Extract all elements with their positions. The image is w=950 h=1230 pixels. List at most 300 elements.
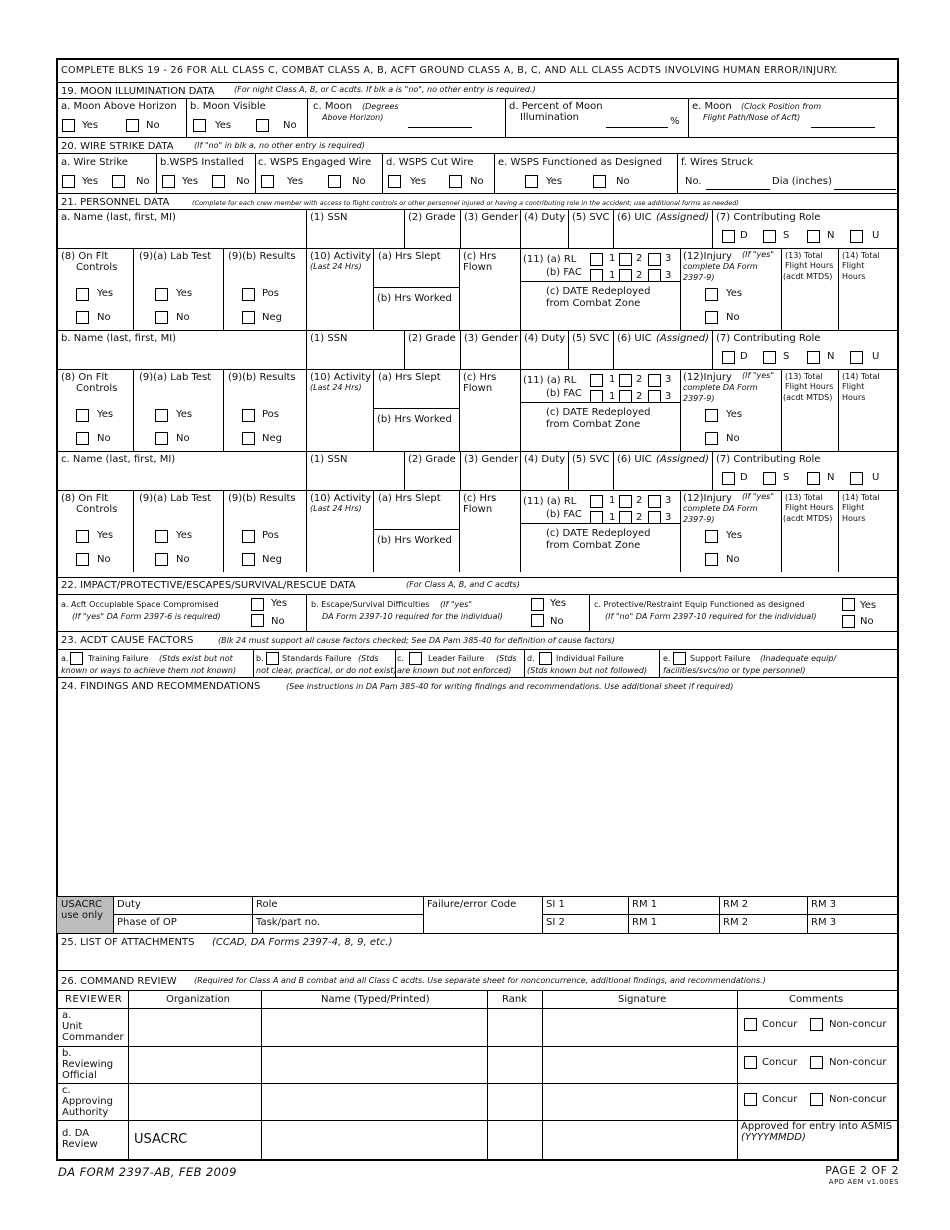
person-c-rl-2-checkbox[interactable]	[619, 495, 632, 508]
person-b-hrs-slept-label: (a) Hrs Slept	[378, 372, 441, 383]
yes-label: Yes	[82, 176, 99, 187]
person-a-onflt-yes-checkbox[interactable]	[76, 288, 89, 301]
yes-label: Yes	[271, 598, 288, 609]
si1-label: SI 1	[546, 899, 565, 910]
person-b-fac-1-label: 1	[609, 391, 616, 402]
person-b-labtest-label: (9)(a) Lab Test	[139, 372, 212, 383]
si2-label: SI 2	[546, 917, 565, 928]
person-b-labtest-yes-checkbox[interactable]	[155, 409, 168, 422]
person-c-labtest-no-checkbox[interactable]	[155, 553, 168, 566]
person-a-role-u-checkbox[interactable]	[850, 230, 863, 243]
person-c-tfh-label2: Flight Hours	[785, 503, 834, 512]
person-c-pos-label: Pos	[262, 530, 280, 541]
moon-percent-field[interactable]	[606, 127, 668, 128]
space-compromised-yes-checkbox[interactable]	[251, 598, 264, 611]
moon-degrees-field[interactable]	[408, 127, 472, 128]
yes-label: Yes	[550, 598, 567, 609]
wires-number-field[interactable]	[706, 189, 770, 190]
review-row-2-concur-label: Concur	[762, 1094, 798, 1105]
wsps-cut-yes-checkbox[interactable]	[388, 175, 401, 188]
person-b-role-n-checkbox[interactable]	[807, 351, 820, 364]
person-c-ssn-label: (1) SSN	[310, 454, 348, 465]
person-c-contrib-label: (7) Contributing Role	[716, 454, 821, 465]
factor-c-letter: c.	[397, 654, 404, 663]
wires-number-label: No.	[685, 176, 702, 187]
usacrc-label: USACRC	[61, 899, 102, 910]
factor-b-letter: b.	[256, 654, 264, 663]
factor-a-letter: a.	[61, 654, 69, 663]
person-a-no-label: No	[726, 312, 740, 323]
person-a-name-label: a. Name (last, first, MI)	[61, 212, 176, 223]
person-b-redeploy-label: (c) DATE Redeployed	[546, 407, 651, 418]
person-c-role-d-label: D	[740, 472, 748, 483]
person-b-hrs-flown-label2: Flown	[463, 383, 493, 394]
person-a-role-d-checkbox[interactable]	[722, 230, 735, 243]
person-a-activity-note: (Last 24 Hrs)	[310, 262, 362, 271]
phase-of-op-label: Phase of OP	[117, 917, 177, 928]
person-c-tot-label3: Hours	[842, 514, 866, 523]
moon-clock-label: e. Moon	[692, 101, 732, 112]
person-b-rl-1-checkbox[interactable]	[590, 374, 603, 387]
person-a-injury-note2: complete DA Form	[683, 262, 758, 271]
person-b-grade-label: (2) Grade	[408, 333, 456, 344]
moon-degrees-note: (Degrees	[362, 102, 399, 111]
person-c-neg-label: Neg	[262, 554, 282, 565]
person-c-injury-label: (12)Injury	[683, 493, 732, 504]
no-label: No	[616, 176, 630, 187]
moon-above-no-checkbox[interactable]	[126, 119, 139, 132]
s24-note: (See instructions in DA Pam 385-40 for writing findings and recommendations. Use additional sheet if required)	[286, 682, 734, 691]
person-b-yes-label: Yes	[726, 409, 743, 420]
person-c-role-u-label: U	[872, 472, 880, 483]
person-c-onflt-label2: Controls	[76, 504, 118, 515]
person-a-yes-label: Yes	[176, 288, 193, 299]
person-b-gender-label: (3) Gender	[464, 333, 519, 344]
person-c-rl-3-label: 3	[665, 495, 672, 506]
wsps-engaged-label: c. WSPS Engaged Wire	[258, 157, 372, 168]
banner-text: COMPLETE BLKS 19 - 26 FOR ALL CLASS C, COMBAT CLASS A, B, ACFT GROUND CLASS A, B, C, AND ALL CLASS ACDTS INVOLVING HUMAN ERROR/INJURY.	[61, 65, 838, 76]
individual-failure-label: Individual Failure	[556, 654, 624, 663]
person-b-rl-1-label: 1	[609, 374, 616, 385]
no-label: No	[860, 616, 874, 627]
person-b-injury-note2: complete DA Form	[683, 383, 758, 392]
da-review-org-value: USACRC	[134, 1132, 188, 1147]
person-a-uic-note: (Assigned)	[656, 212, 710, 223]
moon-above-yes-checkbox[interactable]	[62, 119, 75, 132]
person-c-onflt-yes-checkbox[interactable]	[76, 530, 89, 543]
person-a-role-u-label: U	[872, 230, 880, 241]
person-c-onflt-label: (8) On Flt	[61, 493, 109, 504]
s23-note: (Blk 24 must support all cause factors checked; See DA Pam 385-40 for definition of cause factors)	[218, 636, 615, 645]
percent-sign: %	[670, 116, 680, 127]
s22-note: (For Class A, B, and C acdts)	[406, 580, 520, 589]
person-a-uic-label: (6) UIC	[617, 212, 652, 223]
person-c-uic-note: (Assigned)	[656, 454, 710, 465]
training-failure-note2: known or ways to achieve them not known)	[61, 666, 237, 675]
moon-degrees-label: c. Moon	[313, 101, 353, 112]
moon-visible-label: b. Moon Visible	[190, 101, 266, 112]
moon-percent-label: d. Percent of Moon	[509, 101, 603, 112]
moon-clock-note: (Clock Position from	[741, 102, 822, 111]
s20-note: (If "no" in blk a, no other entry is required)	[194, 141, 365, 150]
person-b-hrs-worked-label: (b) Hrs Worked	[377, 414, 452, 425]
wsps-engaged-yes-checkbox[interactable]	[261, 175, 274, 188]
person-b-injury-label: (12)Injury	[683, 372, 732, 383]
wsps-engaged-no-checkbox[interactable]	[328, 175, 341, 188]
person-b-duty-label: (4) Duty	[524, 333, 566, 344]
person-a-rl-3-checkbox[interactable]	[648, 253, 661, 266]
findings-textarea[interactable]	[62, 696, 892, 894]
yes-label: Yes	[182, 176, 199, 187]
no-label: No	[136, 176, 150, 187]
person-c-results-pos-checkbox[interactable]	[242, 530, 255, 543]
person-a-role-n-label: N	[827, 230, 835, 241]
person-a-injury-label: (12)Injury	[683, 251, 732, 262]
s25-title: 25. LIST OF ATTACHMENTS	[61, 937, 195, 948]
person-a-ssn-label: (1) SSN	[310, 212, 348, 223]
escape-no-checkbox[interactable]	[531, 614, 544, 627]
space-compromised-label: a. Acft Occupiable Space Compromised	[61, 600, 219, 609]
person-b-uic-note: (Assigned)	[656, 333, 710, 344]
person-c-tfh-label3: (acdt MTDS)	[783, 514, 833, 523]
person-a-role-s-checkbox[interactable]	[763, 230, 776, 243]
person-b-labtest-no-checkbox[interactable]	[155, 432, 168, 445]
yes-label: Yes	[860, 600, 877, 611]
person-b-injury-no-checkbox[interactable]	[705, 432, 718, 445]
person-a-grade-label: (2) Grade	[408, 212, 456, 223]
person-b-role-d-label: D	[740, 351, 748, 362]
person-c-activity-label: (10) Activity	[310, 493, 372, 504]
review-row-2-nonconcur-checkbox[interactable]	[810, 1093, 823, 1106]
person-c-rl-1-checkbox[interactable]	[590, 495, 603, 508]
wsps-installed-label: b.WSPS Installed	[160, 157, 244, 168]
s19-note: (For night Class A, B, or C acdts. If blk a is "no", no other entry is required.)	[234, 85, 536, 94]
review-row-1-nonconcur-checkbox[interactable]	[810, 1056, 823, 1069]
person-a-fac-3-label: 3	[665, 270, 672, 281]
person-a-injury-no-checkbox[interactable]	[705, 311, 718, 324]
person-c-results-neg-checkbox[interactable]	[242, 553, 255, 566]
training-failure-label: Training Failure	[88, 654, 149, 663]
person-c-grade-label: (2) Grade	[408, 454, 456, 465]
space-compromised-no-checkbox[interactable]	[251, 614, 264, 627]
person-c-fac-2-label: 2	[636, 512, 643, 523]
person-a-tot-label3: Hours	[842, 272, 866, 281]
person-b-onflt-no-checkbox[interactable]	[76, 432, 89, 445]
individual-failure-checkbox[interactable]	[539, 652, 552, 665]
wsps-cut-no-checkbox[interactable]	[449, 175, 462, 188]
person-a-onflt-label2: Controls	[76, 262, 118, 273]
name-header: Name (Typed/Printed)	[321, 994, 430, 1005]
person-b-results-pos-checkbox[interactable]	[242, 409, 255, 422]
person-b-activity-label: (10) Activity	[310, 372, 372, 383]
moon-clock-note2: Flight Path/Nose of Acft)	[703, 113, 801, 122]
person-b-fac-3-label: 3	[665, 391, 672, 402]
person-c-no-label: No	[726, 554, 740, 565]
review-row-0-nonconcur-label: Non-concur	[829, 1019, 887, 1030]
leader-failure-checkbox[interactable]	[409, 652, 422, 665]
person-b-role-s-label: S	[783, 351, 790, 362]
restraint-note: (If "no" DA Form 2397-10 required for the individual)	[605, 612, 817, 621]
standards-failure-note: (Stds	[358, 654, 379, 663]
leader-failure-label: Leader Failure	[428, 654, 485, 663]
person-c-rl-2-label: 2	[636, 495, 643, 506]
person-a-tfh-label2: Flight Hours	[785, 261, 834, 270]
person-c-injury-note3: 2397-9)	[683, 515, 715, 524]
wires-dia-field[interactable]	[834, 189, 896, 190]
person-c-fac-3-label: 3	[665, 512, 672, 523]
training-failure-checkbox[interactable]	[70, 652, 83, 665]
s25-note: (CCAD, DA Forms 2397-4, 8, 9, etc.)	[212, 937, 393, 948]
person-c-injury-yes-checkbox[interactable]	[705, 530, 718, 543]
person-c-rl-label: (11) (a) RL	[523, 496, 577, 507]
leader-failure-note2: are known but not enforced)	[397, 666, 512, 675]
review-row-2-concur-checkbox[interactable]	[744, 1093, 757, 1106]
rm1-label-2: RM 1	[632, 917, 658, 928]
asmis-label: Approved for entry into ASMIS	[741, 1121, 893, 1132]
person-a-redeploy-label: (c) DATE Redeployed	[546, 286, 651, 297]
person-a-neg-label: Neg	[262, 312, 282, 323]
review-row-0-nonconcur-checkbox[interactable]	[810, 1018, 823, 1031]
review-row-2-title: Approving	[62, 1096, 113, 1107]
person-a-redeploy-label2: from Combat Zone	[546, 298, 641, 309]
person-c-hrs-slept-label: (a) Hrs Slept	[378, 493, 441, 504]
form-number: DA FORM 2397-AB, FEB 2009	[58, 1165, 237, 1179]
moon-visible-yes-checkbox[interactable]	[193, 119, 206, 132]
person-c-yes-label: Yes	[176, 530, 193, 541]
standards-failure-label: Standards Failure	[282, 654, 352, 663]
person-a-svc-label: (5) SVC	[572, 212, 610, 223]
person-b-uic-label: (6) UIC	[617, 333, 652, 344]
s21-note: (Complete for each crew member with access to flight controls or other personnel injured or having a contributing role in the accident; use additional forms as needed)	[192, 199, 739, 207]
person-a-onflt-no-checkbox[interactable]	[76, 311, 89, 324]
review-row-1-concur-label: Concur	[762, 1057, 798, 1068]
s23-title: 23. ACDT CAUSE FACTORS	[61, 635, 194, 646]
person-c-svc-label: (5) SVC	[572, 454, 610, 465]
wsps-functioned-no-checkbox[interactable]	[593, 175, 606, 188]
individual-failure-note: (Stds known but not followed)	[527, 666, 648, 675]
person-b-name-label: b. Name (last, first, MI)	[61, 333, 177, 344]
person-c-yes-label: Yes	[726, 530, 743, 541]
escape-difficulties-note2: DA Form 2397-10 required for the individual)	[322, 612, 503, 621]
yes-label: Yes	[82, 120, 99, 131]
person-c-redeploy-label: (c) DATE Redeployed	[546, 528, 651, 539]
attachments-field[interactable]	[62, 950, 892, 968]
person-a-rl-1-label: 1	[609, 253, 616, 264]
person-c-labtest-label: (9)(a) Lab Test	[139, 493, 212, 504]
moon-percent-label2: Illumination	[520, 112, 579, 123]
person-a-tot-label: (14) Total	[842, 251, 880, 260]
person-a-no-label: No	[97, 312, 111, 323]
standards-failure-checkbox[interactable]	[266, 652, 279, 665]
person-b-tfh-label: (13) Total	[785, 372, 823, 381]
signature-header: Signature	[618, 994, 667, 1005]
moon-visible-no-checkbox[interactable]	[256, 119, 269, 132]
review-row-0-concur-checkbox[interactable]	[744, 1018, 757, 1031]
person-a-labtest-no-checkbox[interactable]	[155, 311, 168, 324]
restraint-yes-checkbox[interactable]	[842, 598, 855, 611]
rm3-label-2: RM 3	[811, 917, 837, 928]
no-label: No	[352, 176, 366, 187]
s20-title: 20. WIRE STRIKE DATA	[61, 141, 174, 152]
wsps-cut-label: d. WSPS Cut Wire	[386, 157, 474, 168]
wires-struck-label: f. Wires Struck	[681, 157, 754, 168]
person-c-role-n-checkbox[interactable]	[807, 472, 820, 485]
escape-yes-checkbox[interactable]	[531, 598, 544, 611]
person-c-role-d-checkbox[interactable]	[722, 472, 735, 485]
person-a-tot-label2: Flight	[842, 261, 865, 270]
review-row-0-title: Unit	[62, 1021, 83, 1032]
factor-e-letter: e.	[663, 654, 671, 663]
restraint-label: c. Protective/Restraint Equip Functioned as designed	[594, 600, 805, 609]
wire-strike-label: a. Wire Strike	[61, 157, 128, 168]
person-b-rl-2-label: 2	[636, 374, 643, 385]
person-b-injury-note1: (If "yes"	[742, 371, 775, 380]
person-b-no-label: No	[176, 433, 190, 444]
person-c-tfh-label: (13) Total	[785, 493, 823, 502]
person-b-hrs-flown-label: (c) Hrs	[463, 372, 497, 383]
person-a-contrib-label: (7) Contributing Role	[716, 212, 821, 223]
person-a-fac-1-label: 1	[609, 270, 616, 281]
person-b-tfh-label3: (acdt MTDS)	[783, 393, 833, 402]
person-a-hrs-slept-label: (a) Hrs Slept	[378, 251, 441, 262]
person-a-activity-label: (10) Activity	[310, 251, 372, 262]
person-a-gender-label: (3) Gender	[464, 212, 519, 223]
person-a-results-label: (9)(b) Results	[228, 251, 296, 262]
person-c-duty-label: (4) Duty	[524, 454, 566, 465]
person-b-onflt-yes-checkbox[interactable]	[76, 409, 89, 422]
wire-strike-no-checkbox[interactable]	[112, 175, 125, 188]
review-row-2-nonconcur-label: Non-concur	[829, 1094, 887, 1105]
person-b-results-neg-checkbox[interactable]	[242, 432, 255, 445]
s22-title: 22. IMPACT/PROTECTIVE/ESCAPES/SURVIVAL/RESCUE DATA	[61, 580, 356, 591]
person-c-onflt-no-checkbox[interactable]	[76, 553, 89, 566]
person-b-role-s-checkbox[interactable]	[763, 351, 776, 364]
standards-failure-note2: not clear, practical, or do not exist)	[256, 666, 397, 675]
s26-note: (Required for Class A and B combat and all Class C acdts. Use separate sheet for nonconcurrence, additional findings, and recommendations.)	[194, 976, 766, 985]
rm1-label: RM 1	[632, 899, 658, 910]
rm3-label: RM 3	[811, 899, 837, 910]
no-label: No	[283, 120, 297, 131]
person-a-hrs-flown-label2: Flown	[463, 262, 493, 273]
person-b-pos-label: Pos	[262, 409, 280, 420]
escape-difficulties-label: b. Escape/Survival Difficulties	[311, 600, 430, 609]
person-a-duty-label: (4) Duty	[524, 212, 566, 223]
support-failure-checkbox[interactable]	[673, 652, 686, 665]
person-a-rl-2-label: 2	[636, 253, 643, 264]
person-a-role-n-checkbox[interactable]	[807, 230, 820, 243]
person-c-gender-label: (3) Gender	[464, 454, 519, 465]
person-c-tot-label2: Flight	[842, 503, 865, 512]
person-b-ssn-label: (1) SSN	[310, 333, 348, 344]
person-c-role-u-checkbox[interactable]	[850, 472, 863, 485]
person-b-rl-2-checkbox[interactable]	[619, 374, 632, 387]
reviewer-header: REVIEWER	[65, 994, 123, 1005]
person-b-tot-label3: Hours	[842, 393, 866, 402]
person-b-injury-note3: 2397-9)	[683, 394, 715, 403]
no-label: No	[550, 616, 564, 627]
person-b-injury-yes-checkbox[interactable]	[705, 409, 718, 422]
s21-title: 21. PERSONNEL DATA	[61, 197, 170, 208]
person-b-role-n-label: N	[827, 351, 835, 362]
person-a-rl-3-label: 3	[665, 253, 672, 264]
rank-header: Rank	[502, 994, 527, 1005]
wsps-functioned-yes-checkbox[interactable]	[525, 175, 538, 188]
review-row-1-title: Reviewing	[62, 1059, 114, 1070]
person-c-labtest-yes-checkbox[interactable]	[155, 530, 168, 543]
person-a-role-s-label: S	[783, 230, 790, 241]
person-c-rl-3-checkbox[interactable]	[648, 495, 661, 508]
person-c-name-label: c. Name (last, first, MI)	[61, 454, 176, 465]
wsps-installed-yes-checkbox[interactable]	[162, 175, 175, 188]
wsps-installed-no-checkbox[interactable]	[212, 175, 225, 188]
person-c-injury-note1: (If "yes"	[742, 492, 775, 501]
person-b-contrib-label: (7) Contributing Role	[716, 333, 821, 344]
asmis-date-format: (YYYYMMDD)	[741, 1132, 806, 1143]
wires-dia-label: Dia (inches)	[772, 176, 832, 187]
person-b-no-label: No	[97, 433, 111, 444]
usacrc-role-label: Role	[256, 899, 278, 910]
page-number: PAGE 2 OF 2	[825, 1164, 899, 1177]
restraint-no-checkbox[interactable]	[842, 615, 855, 628]
review-row-0-concur-label: Concur	[762, 1019, 798, 1030]
task-part-label: Task/part no.	[256, 917, 321, 928]
person-b-role-u-checkbox[interactable]	[850, 351, 863, 364]
person-a-labtest-label: (9)(a) Lab Test	[139, 251, 212, 262]
person-b-rl-label: (11) (a) RL	[523, 375, 577, 386]
person-c-injury-no-checkbox[interactable]	[705, 553, 718, 566]
escape-difficulties-note: (If "yes"	[440, 600, 473, 609]
yes-label: Yes	[215, 120, 232, 131]
person-b-role-d-checkbox[interactable]	[722, 351, 735, 364]
leader-failure-note: (Stds	[496, 654, 517, 663]
moon-clock-field[interactable]	[811, 127, 875, 128]
da-review-label2: Review	[62, 1139, 98, 1150]
moon-degrees-note2: Above Horizon)	[322, 113, 384, 122]
comments-header: Comments	[789, 994, 844, 1005]
person-a-rl-2-checkbox[interactable]	[619, 253, 632, 266]
review-row-1-title2: Official	[62, 1070, 97, 1081]
person-c-redeploy-label2: from Combat Zone	[546, 540, 641, 551]
rm2-label: RM 2	[723, 899, 749, 910]
s24-title: 24. FINDINGS AND RECOMMENDATIONS	[61, 681, 261, 692]
person-b-rl-3-label: 3	[665, 374, 672, 385]
person-a-fac-label: (b) FAC	[546, 267, 582, 278]
person-a-labtest-yes-checkbox[interactable]	[155, 288, 168, 301]
person-a-injury-note1: (If "yes"	[742, 250, 775, 259]
person-c-role-s-checkbox[interactable]	[763, 472, 776, 485]
person-a-tfh-label: (13) Total	[785, 251, 823, 260]
review-row-2-title2: Authority	[62, 1107, 109, 1118]
person-a-rl-1-checkbox[interactable]	[590, 253, 603, 266]
yes-label: Yes	[546, 176, 563, 187]
person-b-yes-label: Yes	[97, 409, 114, 420]
person-c-fac-label: (b) FAC	[546, 509, 582, 520]
person-a-results-neg-checkbox[interactable]	[242, 311, 255, 324]
s26-title: 26. COMMAND REVIEW	[61, 976, 177, 987]
wire-strike-yes-checkbox[interactable]	[62, 175, 75, 188]
training-failure-note: (Stds exist but not	[159, 654, 233, 663]
person-b-rl-3-checkbox[interactable]	[648, 374, 661, 387]
person-a-injury-yes-checkbox[interactable]	[705, 288, 718, 301]
review-row-1-concur-checkbox[interactable]	[744, 1056, 757, 1069]
no-label: No	[236, 176, 250, 187]
person-b-yes-label: Yes	[176, 409, 193, 420]
person-b-no-label: No	[726, 433, 740, 444]
moon-above-label: a. Moon Above Horizon	[61, 101, 177, 112]
person-a-yes-label: Yes	[726, 288, 743, 299]
failure-code-label: Failure/error Code	[427, 899, 517, 910]
person-a-results-pos-checkbox[interactable]	[242, 288, 255, 301]
